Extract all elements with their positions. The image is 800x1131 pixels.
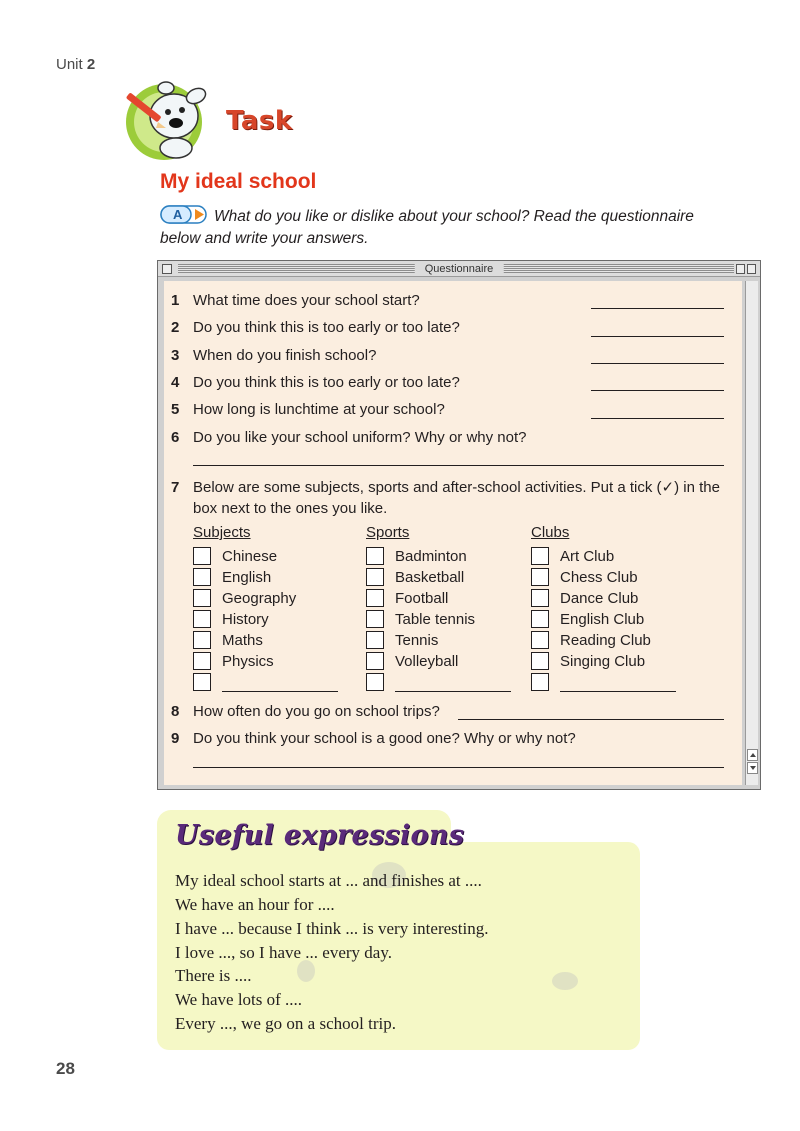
answer-line-9[interactable]: [193, 767, 724, 768]
checkbox[interactable]: [366, 631, 384, 649]
checkbox[interactable]: [366, 547, 384, 565]
checkbox[interactable]: [193, 610, 211, 628]
checkbox-row: Basketball: [366, 567, 536, 588]
column-heading: Subjects: [193, 524, 251, 541]
checkbox[interactable]: [531, 652, 549, 670]
window-zoom-icon[interactable]: [736, 264, 756, 274]
checkbox-row: Chess Club: [531, 567, 701, 588]
checkbox-row: Art Club: [531, 546, 701, 567]
scroll-up-icon[interactable]: [747, 749, 758, 761]
checkbox[interactable]: [366, 652, 384, 670]
scroll-down-icon[interactable]: [747, 762, 758, 774]
checkbox-row: Chinese: [193, 546, 363, 567]
checkbox-row: Dance Club: [531, 588, 701, 609]
checkbox[interactable]: [366, 610, 384, 628]
task-title: Task: [226, 106, 293, 136]
checkbox[interactable]: [366, 589, 384, 607]
expression-line: I have ... because I think ... is very interesting.: [175, 919, 489, 938]
blank-answer-line[interactable]: [395, 691, 511, 692]
section-heading: My ideal school: [160, 170, 317, 193]
checkbox-row: Maths: [193, 630, 363, 651]
checkbox[interactable]: [193, 568, 211, 586]
column-heading: Sports: [366, 524, 410, 541]
checkbox[interactable]: [366, 673, 384, 691]
window-title-bar[interactable]: [158, 261, 760, 277]
blank-answer-line[interactable]: [222, 691, 338, 692]
checkbox[interactable]: [366, 568, 384, 586]
checkbox[interactable]: [531, 610, 549, 628]
checkbox-row-blank: [366, 672, 536, 693]
expression-line: I love ..., so I have ... every day.: [175, 943, 392, 962]
blank-answer-line[interactable]: [560, 691, 676, 692]
column-heading: Clubs: [531, 524, 570, 541]
checkbox[interactable]: [193, 547, 211, 565]
checkbox-row: Tennis: [366, 630, 536, 651]
checkbox-row: Table tennis: [366, 609, 536, 630]
checkbox-row-blank: [531, 672, 701, 693]
checkbox-row: Reading Club: [531, 630, 701, 651]
svg-text:A: A: [173, 207, 183, 222]
scrollbar[interactable]: [745, 281, 758, 785]
checkbox[interactable]: [193, 589, 211, 607]
checkbox-row: Geography: [193, 588, 363, 609]
unit-label: Unit 2: [56, 56, 96, 73]
mascot-dog-icon: [120, 76, 218, 162]
checkbox[interactable]: [531, 568, 549, 586]
checkbox-row-blank: [193, 672, 363, 693]
checkbox[interactable]: [531, 631, 549, 649]
checkbox[interactable]: [531, 673, 549, 691]
column-clubs: [531, 523, 701, 693]
checkbox[interactable]: [531, 547, 549, 565]
answer-line-6[interactable]: [193, 465, 724, 466]
useful-expressions-title: Useful expressions: [175, 820, 465, 851]
expression-line: Every ..., we go on a school trip.: [175, 1014, 396, 1033]
checkbox-row: Physics: [193, 651, 363, 672]
answer-line-4[interactable]: [591, 390, 724, 391]
window-title: Questionnaire: [415, 262, 504, 276]
instruction-text: What do you like or dislike about your school? Read the questionnaire below and write your answers.: [160, 208, 694, 247]
checkbox-row: Football: [366, 588, 536, 609]
checkbox-row: History: [193, 609, 363, 630]
expression-line: My ideal school starts at ... and finishes at ....: [175, 871, 482, 890]
checkbox-row: Volleyball: [366, 651, 536, 672]
checkbox-row: English Club: [531, 609, 701, 630]
answer-line-2[interactable]: [591, 336, 724, 337]
page-number: 28: [56, 1059, 75, 1078]
answer-line-8[interactable]: [458, 719, 724, 720]
answer-line-3[interactable]: [591, 363, 724, 364]
expression-line: There is ....: [175, 966, 252, 985]
expression-line: We have lots of ....: [175, 990, 303, 1009]
expression-line: We have an hour for ....: [175, 895, 335, 914]
checkbox-row: Singing Club: [531, 651, 701, 672]
answer-line-5[interactable]: [591, 418, 724, 419]
checkbox[interactable]: [193, 673, 211, 691]
checkbox[interactable]: [193, 631, 211, 649]
checkbox[interactable]: [193, 652, 211, 670]
column-subjects: [193, 523, 363, 693]
column-sports: [366, 523, 536, 693]
window-close-icon[interactable]: [162, 264, 172, 274]
checkbox-row: English: [193, 567, 363, 588]
checkbox-row: Badminton: [366, 546, 536, 567]
answer-line-1[interactable]: [591, 308, 724, 309]
checkbox[interactable]: [531, 589, 549, 607]
